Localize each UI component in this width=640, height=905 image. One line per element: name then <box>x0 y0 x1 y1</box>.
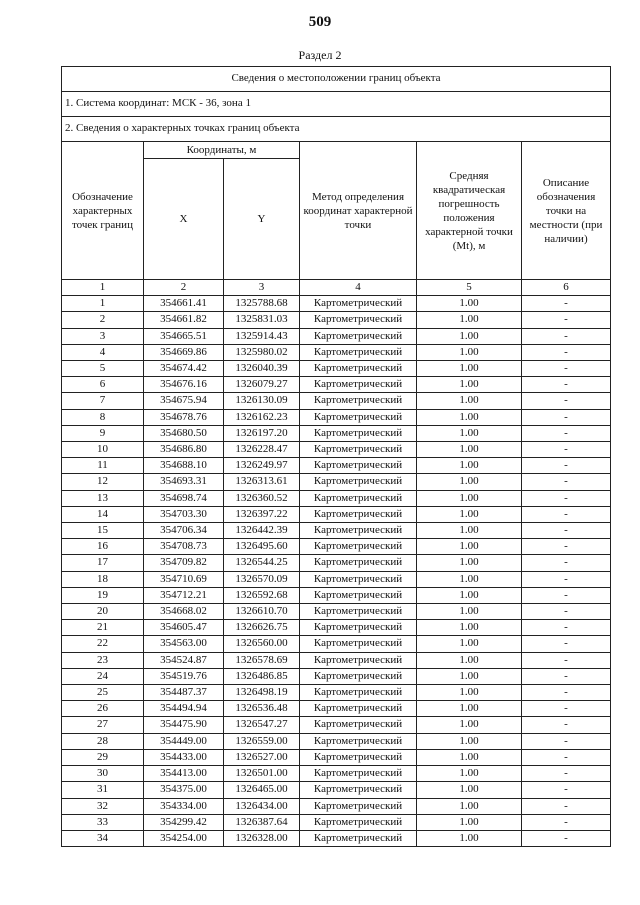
method-cell: Картометрический <box>300 749 417 765</box>
x-coordinate-cell: 354686.80 <box>144 442 224 458</box>
error-cell: 1.00 <box>417 312 522 328</box>
points-rows <box>62 296 611 847</box>
description-cell: - <box>522 361 611 377</box>
table-row <box>62 798 611 814</box>
method-cell: Картометрический <box>300 458 417 474</box>
table-row <box>62 328 611 344</box>
x-coordinate-cell: 354688.10 <box>144 458 224 474</box>
y-coordinate-cell: 1326387.64 <box>224 814 300 830</box>
y-coordinate-cell: 1325831.03 <box>224 312 300 328</box>
table-row <box>62 539 611 555</box>
description-cell: - <box>522 377 611 393</box>
y-coordinate-cell: 1326486.85 <box>224 668 300 684</box>
x-coordinate-cell: 354680.50 <box>144 425 224 441</box>
description-cell: - <box>522 442 611 458</box>
description-cell: - <box>522 539 611 555</box>
y-coordinate-cell: 1326197.20 <box>224 425 300 441</box>
y-coordinate-cell: 1326040.39 <box>224 361 300 377</box>
table-row <box>62 668 611 684</box>
method-cell: Картометрический <box>300 425 417 441</box>
method-cell: Картометрический <box>300 830 417 846</box>
column-number: 4 <box>300 280 417 296</box>
x-coordinate-cell: 354668.02 <box>144 604 224 620</box>
x-coordinate-cell: 354433.00 <box>144 749 224 765</box>
error-cell: 1.00 <box>417 830 522 846</box>
table-row <box>62 782 611 798</box>
error-cell: 1.00 <box>417 344 522 360</box>
description-cell: - <box>522 604 611 620</box>
point-number-cell: 28 <box>62 733 144 749</box>
method-cell: Картометрический <box>300 490 417 506</box>
table-row <box>62 490 611 506</box>
table-row <box>62 604 611 620</box>
y-coordinate-cell: 1326498.19 <box>224 685 300 701</box>
point-number-cell: 4 <box>62 344 144 360</box>
error-cell: 1.00 <box>417 733 522 749</box>
point-number-cell: 16 <box>62 539 144 555</box>
error-cell: 1.00 <box>417 717 522 733</box>
error-cell: 1.00 <box>417 425 522 441</box>
description-cell: - <box>522 409 611 425</box>
error-cell: 1.00 <box>417 620 522 636</box>
y-coordinate-cell: 1326397.22 <box>224 506 300 522</box>
x-coordinate-cell: 354475.90 <box>144 717 224 733</box>
error-cell: 1.00 <box>417 361 522 377</box>
x-coordinate-cell: 354494.94 <box>144 701 224 717</box>
point-number-cell: 3 <box>62 328 144 344</box>
error-cell: 1.00 <box>417 296 522 312</box>
error-cell: 1.00 <box>417 539 522 555</box>
table-row <box>62 636 611 652</box>
method-cell: Картометрический <box>300 409 417 425</box>
method-cell: Картометрический <box>300 361 417 377</box>
error-cell: 1.00 <box>417 749 522 765</box>
x-coordinate-cell: 354519.76 <box>144 668 224 684</box>
description-cell: - <box>522 798 611 814</box>
description-cell: - <box>522 782 611 798</box>
y-coordinate-cell: 1325980.02 <box>224 344 300 360</box>
point-number-cell: 21 <box>62 620 144 636</box>
column-number: 1 <box>62 280 144 296</box>
error-cell: 1.00 <box>417 604 522 620</box>
point-number-cell: 8 <box>62 409 144 425</box>
table-row <box>62 701 611 717</box>
y-coordinate-cell: 1326570.09 <box>224 571 300 587</box>
description-cell: - <box>522 571 611 587</box>
point-number-cell: 18 <box>62 571 144 587</box>
description-cell: - <box>522 344 611 360</box>
y-coordinate-cell: 1326130.09 <box>224 393 300 409</box>
method-cell: Картометрический <box>300 312 417 328</box>
table-row <box>62 733 611 749</box>
error-cell: 1.00 <box>417 409 522 425</box>
point-number-cell: 23 <box>62 652 144 668</box>
point-number-cell: 27 <box>62 717 144 733</box>
point-number-cell: 14 <box>62 506 144 522</box>
table-row <box>62 766 611 782</box>
point-number-cell: 24 <box>62 668 144 684</box>
method-cell: Картометрический <box>300 442 417 458</box>
y-coordinate-cell: 1325914.43 <box>224 328 300 344</box>
header-description: Описание обозначения точки на местности (при наличии) <box>522 142 611 280</box>
method-cell: Картометрический <box>300 328 417 344</box>
y-coordinate-cell: 1326592.68 <box>224 587 300 603</box>
y-coordinate-cell: 1326360.52 <box>224 490 300 506</box>
description-cell: - <box>522 620 611 636</box>
x-coordinate-cell: 354334.00 <box>144 798 224 814</box>
section-title: Раздел 2 <box>298 48 342 62</box>
point-number-cell: 9 <box>62 425 144 441</box>
point-number-cell: 22 <box>62 636 144 652</box>
point-number-cell: 33 <box>62 814 144 830</box>
y-coordinate-cell: 1326495.60 <box>224 539 300 555</box>
x-coordinate-cell: 354693.31 <box>144 474 224 490</box>
table-row <box>62 296 611 312</box>
error-cell: 1.00 <box>417 587 522 603</box>
page-number: 509 <box>308 14 332 30</box>
method-cell: Картометрический <box>300 814 417 830</box>
error-cell: 1.00 <box>417 766 522 782</box>
method-cell: Картометрический <box>300 620 417 636</box>
description-cell: - <box>522 636 611 652</box>
method-cell: Картометрический <box>300 604 417 620</box>
table-row <box>62 312 611 328</box>
error-cell: 1.00 <box>417 393 522 409</box>
column-number: 6 <box>522 280 611 296</box>
x-coordinate-cell: 354605.47 <box>144 620 224 636</box>
point-number-cell: 20 <box>62 604 144 620</box>
x-coordinate-cell: 354675.94 <box>144 393 224 409</box>
y-coordinate-cell: 1326547.27 <box>224 717 300 733</box>
x-coordinate-cell: 354661.82 <box>144 312 224 328</box>
point-number-cell: 17 <box>62 555 144 571</box>
x-coordinate-cell: 354698.74 <box>144 490 224 506</box>
y-coordinate-cell: 1326559.00 <box>224 733 300 749</box>
description-cell: - <box>522 685 611 701</box>
y-coordinate-cell: 1326079.27 <box>224 377 300 393</box>
table-row <box>62 830 611 846</box>
table-title: Сведения о местоположении границ объекта <box>62 67 611 92</box>
y-coordinate-cell: 1326626.75 <box>224 620 300 636</box>
error-cell: 1.00 <box>417 814 522 830</box>
description-cell: - <box>522 312 611 328</box>
table-row <box>62 425 611 441</box>
method-cell: Картометрический <box>300 733 417 749</box>
method-cell: Картометрический <box>300 571 417 587</box>
coord-system: 1. Система координат: МСК - 36, зона 1 <box>62 92 611 117</box>
y-coordinate-cell: 1326544.25 <box>224 555 300 571</box>
x-coordinate-cell: 354524.87 <box>144 652 224 668</box>
x-coordinate-cell: 354299.42 <box>144 814 224 830</box>
y-coordinate-cell: 1326578.69 <box>224 652 300 668</box>
x-coordinate-cell: 354709.82 <box>144 555 224 571</box>
y-coordinate-cell: 1326536.48 <box>224 701 300 717</box>
header-coords: Координаты, м <box>144 142 300 159</box>
point-number-cell: 19 <box>62 587 144 603</box>
error-cell: 1.00 <box>417 636 522 652</box>
error-cell: 1.00 <box>417 506 522 522</box>
description-cell: - <box>522 296 611 312</box>
x-coordinate-cell: 354676.16 <box>144 377 224 393</box>
y-coordinate-cell: 1326434.00 <box>224 798 300 814</box>
method-cell: Картометрический <box>300 782 417 798</box>
point-number-cell: 34 <box>62 830 144 846</box>
table-row <box>62 523 611 539</box>
x-coordinate-cell: 354710.69 <box>144 571 224 587</box>
description-cell: - <box>522 766 611 782</box>
description-cell: - <box>522 668 611 684</box>
description-cell: - <box>522 652 611 668</box>
column-number: 2 <box>144 280 224 296</box>
y-coordinate-cell: 1326442.39 <box>224 523 300 539</box>
description-cell: - <box>522 555 611 571</box>
x-coordinate-cell: 354706.34 <box>144 523 224 539</box>
error-cell: 1.00 <box>417 442 522 458</box>
error-cell: 1.00 <box>417 377 522 393</box>
method-cell: Картометрический <box>300 685 417 701</box>
y-coordinate-cell: 1326527.00 <box>224 749 300 765</box>
table-row <box>62 393 611 409</box>
point-number-cell: 15 <box>62 523 144 539</box>
description-cell: - <box>522 587 611 603</box>
table-row <box>62 458 611 474</box>
table-row <box>62 377 611 393</box>
description-cell: - <box>522 749 611 765</box>
table-row <box>62 814 611 830</box>
description-cell: - <box>522 490 611 506</box>
point-number-cell: 5 <box>62 361 144 377</box>
y-coordinate-cell: 1326162.23 <box>224 409 300 425</box>
method-cell: Картометрический <box>300 474 417 490</box>
method-cell: Картометрический <box>300 393 417 409</box>
table-row <box>62 442 611 458</box>
y-coordinate-cell: 1326313.61 <box>224 474 300 490</box>
point-number-cell: 31 <box>62 782 144 798</box>
method-cell: Картометрический <box>300 506 417 522</box>
x-coordinate-cell: 354712.21 <box>144 587 224 603</box>
points-title: 2. Сведения о характерных точках границ объекта <box>62 117 611 142</box>
x-coordinate-cell: 354563.00 <box>144 636 224 652</box>
header-point: Обозначение характерных точек границ <box>62 142 144 280</box>
y-coordinate-cell: 1326501.00 <box>224 766 300 782</box>
table-row <box>62 717 611 733</box>
method-cell: Картометрический <box>300 555 417 571</box>
table-row <box>62 344 611 360</box>
table-row <box>62 506 611 522</box>
x-coordinate-cell: 354254.00 <box>144 830 224 846</box>
x-coordinate-cell: 354375.00 <box>144 782 224 798</box>
y-coordinate-cell: 1326560.00 <box>224 636 300 652</box>
method-cell: Картометрический <box>300 717 417 733</box>
point-number-cell: 2 <box>62 312 144 328</box>
point-number-cell: 6 <box>62 377 144 393</box>
table-row <box>62 361 611 377</box>
error-cell: 1.00 <box>417 685 522 701</box>
error-cell: 1.00 <box>417 328 522 344</box>
method-cell: Картометрический <box>300 701 417 717</box>
y-coordinate-cell: 1326465.00 <box>224 782 300 798</box>
method-cell: Картометрический <box>300 636 417 652</box>
description-cell: - <box>522 830 611 846</box>
point-number-cell: 10 <box>62 442 144 458</box>
description-cell: - <box>522 425 611 441</box>
point-number-cell: 7 <box>62 393 144 409</box>
error-cell: 1.00 <box>417 571 522 587</box>
x-coordinate-cell: 354413.00 <box>144 766 224 782</box>
x-coordinate-cell: 354703.30 <box>144 506 224 522</box>
header-x: X <box>144 159 224 280</box>
description-cell: - <box>522 701 611 717</box>
method-cell: Картометрический <box>300 652 417 668</box>
error-cell: 1.00 <box>417 668 522 684</box>
description-cell: - <box>522 458 611 474</box>
error-cell: 1.00 <box>417 490 522 506</box>
header-method: Метод определения координат характерной точки <box>300 142 417 280</box>
description-cell: - <box>522 523 611 539</box>
table-row <box>62 620 611 636</box>
error-cell: 1.00 <box>417 701 522 717</box>
y-coordinate-cell: 1326328.00 <box>224 830 300 846</box>
error-cell: 1.00 <box>417 782 522 798</box>
header-error: Средняя квадратическая погрешность положения характерной точки (Мt), м <box>417 142 522 280</box>
table-row <box>62 555 611 571</box>
point-number-cell: 25 <box>62 685 144 701</box>
boundary-points-table <box>61 66 611 847</box>
table-row <box>62 685 611 701</box>
description-cell: - <box>522 733 611 749</box>
table-row <box>62 474 611 490</box>
point-number-cell: 11 <box>62 458 144 474</box>
method-cell: Картометрический <box>300 523 417 539</box>
method-cell: Картометрический <box>300 587 417 603</box>
method-cell: Картометрический <box>300 296 417 312</box>
point-number-cell: 12 <box>62 474 144 490</box>
point-number-cell: 32 <box>62 798 144 814</box>
error-cell: 1.00 <box>417 458 522 474</box>
point-number-cell: 30 <box>62 766 144 782</box>
table-row <box>62 409 611 425</box>
point-number-cell: 29 <box>62 749 144 765</box>
x-coordinate-cell: 354669.86 <box>144 344 224 360</box>
x-coordinate-cell: 354678.76 <box>144 409 224 425</box>
x-coordinate-cell: 354674.42 <box>144 361 224 377</box>
x-coordinate-cell: 354449.00 <box>144 733 224 749</box>
method-cell: Картометрический <box>300 766 417 782</box>
point-number-cell: 1 <box>62 296 144 312</box>
error-cell: 1.00 <box>417 652 522 668</box>
x-coordinate-cell: 354665.51 <box>144 328 224 344</box>
point-number-cell: 13 <box>62 490 144 506</box>
y-coordinate-cell: 1326610.70 <box>224 604 300 620</box>
y-coordinate-cell: 1326228.47 <box>224 442 300 458</box>
description-cell: - <box>522 328 611 344</box>
error-cell: 1.00 <box>417 474 522 490</box>
y-coordinate-cell: 1325788.68 <box>224 296 300 312</box>
method-cell: Картометрический <box>300 539 417 555</box>
column-number: 5 <box>417 280 522 296</box>
table-row <box>62 587 611 603</box>
method-cell: Картометрический <box>300 668 417 684</box>
description-cell: - <box>522 393 611 409</box>
error-cell: 1.00 <box>417 523 522 539</box>
x-coordinate-cell: 354661.41 <box>144 296 224 312</box>
column-number: 3 <box>224 280 300 296</box>
y-coordinate-cell: 1326249.97 <box>224 458 300 474</box>
x-coordinate-cell: 354708.73 <box>144 539 224 555</box>
x-coordinate-cell: 354487.37 <box>144 685 224 701</box>
table-row <box>62 652 611 668</box>
error-cell: 1.00 <box>417 555 522 571</box>
description-cell: - <box>522 814 611 830</box>
table-row <box>62 749 611 765</box>
method-cell: Картометрический <box>300 377 417 393</box>
method-cell: Картометрический <box>300 798 417 814</box>
table-row <box>62 571 611 587</box>
description-cell: - <box>522 506 611 522</box>
description-cell: - <box>522 474 611 490</box>
header-y: Y <box>224 159 300 280</box>
description-cell: - <box>522 717 611 733</box>
method-cell: Картометрический <box>300 344 417 360</box>
error-cell: 1.00 <box>417 798 522 814</box>
point-number-cell: 26 <box>62 701 144 717</box>
